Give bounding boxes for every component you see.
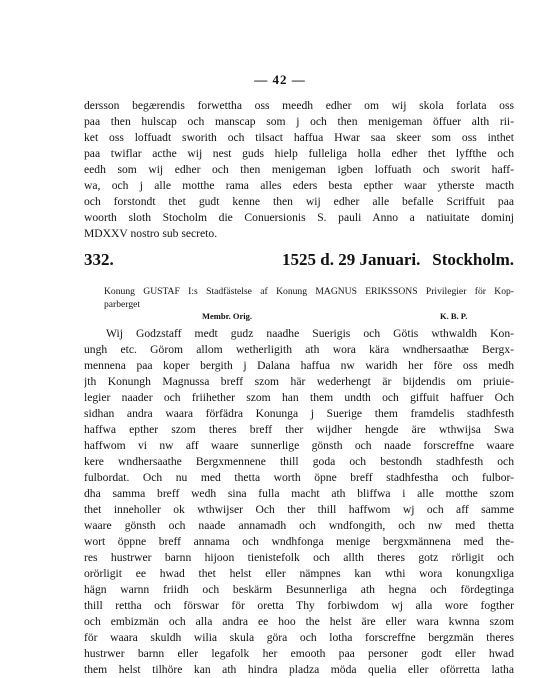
text-line: ungh etc. Görom allom wetherligith ath wora kära wndhersaathæ Bergx- xyxy=(84,343,514,356)
title-line: parberget xyxy=(104,299,141,310)
title-line: Konung GUSTAF I:s Stadfästelse af Konung MAGNUS ERIKSSONS Privilegier för Kop- xyxy=(104,286,514,297)
text-line: haffwom vi nw aff waare sunnerlige gönsth och naade forscreffne waare xyxy=(84,439,514,452)
source-note: K. B. P. xyxy=(440,311,468,321)
document-date: 1525 d. 29 Januari. xyxy=(282,250,421,269)
text-line: fulbordat. Och nu med thetta worth öpne breff stadhfestha och fulbor- xyxy=(84,471,514,484)
text-line: för waara skuldh wilia skula göra och lotha forscreffne bergzmän theres xyxy=(84,631,514,644)
text-line: thet inneholler ok wthwijser Och ther thill haffwom wj och aff samme xyxy=(84,503,514,516)
document-header xyxy=(84,250,514,274)
text-line: eedh som wij edher och then menigeman igben loffuath och sworit haff- xyxy=(84,163,514,176)
text-line: och forstondt thet gudt kenne then wij edher alle befalle Scriffuit paa xyxy=(84,195,514,208)
text-line: hustrwer barnn eller legafolk her emooth paa personer godt eller hwad xyxy=(84,647,514,660)
text-line: hägn warnn friidh och beskärm Besunnerliga ath hegna och fördegtinga xyxy=(84,583,514,596)
text-line: wort öppne breff annama och wndhfonga menige bergxmännena med the- xyxy=(84,535,514,548)
text-line: legier naader och friihether szom han them undth och giffuit haffuer Och xyxy=(84,391,514,404)
text-line: dersson begærendis forwettha oss meedh edher om wij skola forlata oss xyxy=(84,99,514,112)
text-line: ket oss loffuadt sworith och tilsact haffua Hwar saa skeer som oss inthet xyxy=(84,131,514,144)
text-line: paa then hulscap och manscap som j och then menigeman öffuer alth rii- xyxy=(84,115,514,128)
document-body xyxy=(84,326,514,678)
text-line: them helst tilhöre kan ath hindra pladza möda quelia eller oförretta latha xyxy=(84,663,514,676)
text-line: wa, och j alle motthe rama alles eders besta epther waar ytherste macth xyxy=(84,179,514,192)
text-line: MDXXV nostro sub secreto. xyxy=(84,227,218,240)
text-line: haffwa epther szom theres breff ther wijdher hengde äre wthwijsa Swa xyxy=(84,423,514,436)
text-line: orörligit ee hwad thet helst eller nämpnes kan wthi wora konungxliga xyxy=(84,567,514,580)
document-title xyxy=(104,285,514,311)
page-number: — 42 — xyxy=(254,72,306,87)
text-line: thill rettha och förswar för oretta Thy forbiwdom wj alla wore fogther xyxy=(84,599,514,612)
text-line: sidhan andra waara förfädra Konunga j Suerige them framdelis stadhfesth xyxy=(84,407,514,420)
document-number: 332. xyxy=(84,250,114,269)
document-meta xyxy=(0,311,560,323)
text-line: paa twiflar acthe wij nest guds hielp fulleliga holla edher thet lyffthe och xyxy=(84,147,514,160)
text-line: jth Konungh Magnussa breff szom här wederhengt är bijdendis om priuie- xyxy=(84,375,514,388)
text-line: och embizmän och alla andra ee hoo the helst äre eller wara kwnna szom xyxy=(84,615,514,628)
text-line: woorth sloth Stocholm die Conuersionis S. pauli Anno a natiuitate dominj xyxy=(84,211,514,224)
text-line: res hustrwer barnn hijoon tienistefolk och allth theres gotz rörligit och xyxy=(84,551,514,564)
previous-document-continuation xyxy=(84,98,514,242)
text-line: dha samma breff wedh sina fulla macht ath bliffwa i alle motthe szom xyxy=(84,487,514,500)
text-line: waare gönsth och naade annamadh och wndfongith, och nw med thetta xyxy=(84,519,514,532)
text-line: kere wndhersaathe Bergxmennene thill goda och bestondh stadhfesth och xyxy=(84,455,514,468)
text-line: Wij Godzstaff medt gudz naadhe Suerigis och Götis wthwaldh Kon- xyxy=(106,327,514,340)
document-place: Stockholm. xyxy=(432,250,514,269)
text-line: mennena paa koper bergith j Dalana haffua nw waridh her före oss medh xyxy=(84,359,514,372)
archive-note: Membr. Orig. xyxy=(202,311,252,321)
